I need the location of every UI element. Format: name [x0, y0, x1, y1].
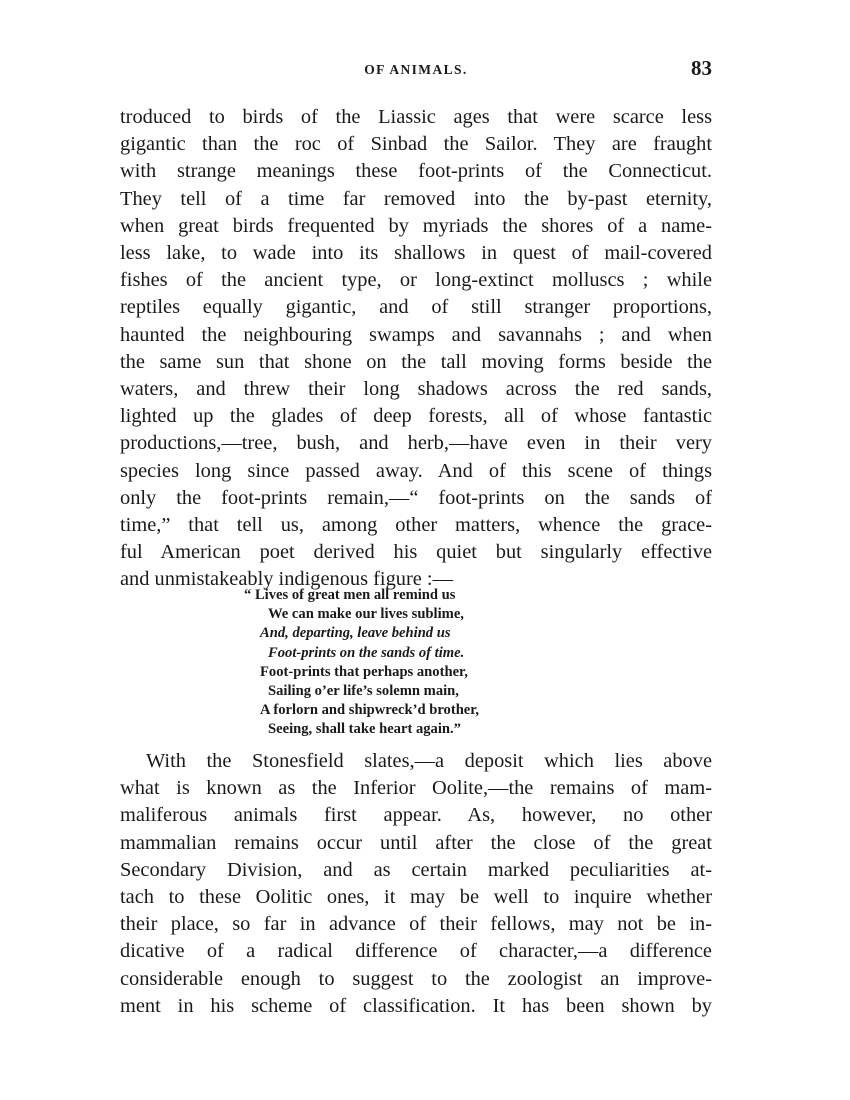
text-line: productions,—tree, bush, and herb,—have even in their very	[120, 432, 712, 455]
verse-line: “ Lives of great men all remind us	[244, 587, 456, 603]
text-line: considerable enough to suggest to the zoologist an improve-	[120, 967, 712, 990]
text-line: fishes of the ancient type, or long-extinct molluscs ; while	[120, 269, 712, 292]
text-line: haunted the neighbouring swamps and savannahs ; and when	[120, 323, 712, 346]
running-title: OF ANIMALS.	[364, 62, 468, 77]
verse-line: Foot-prints on the sands of time.	[268, 644, 465, 661]
text-line: their place, so far in advance of their fellows, may not be in-	[120, 913, 712, 936]
text-line: Secondary Division, and as certain marked peculiarities at-	[120, 858, 712, 881]
verse-line: Sailing o’er life’s solemn main,	[268, 683, 459, 700]
quoted-verse	[244, 586, 574, 740]
text-line: mammalian remains occur until after the close of the great	[120, 831, 712, 854]
text-line: with strange meanings these foot-prints of the Connecticut.	[120, 160, 712, 183]
running-head	[120, 56, 712, 86]
text-line: tach to these Oolitic ones, it may be well to inquire whether	[120, 886, 712, 909]
verse-line: A forlorn and shipwreck’d brother,	[260, 702, 480, 719]
text-line: gigantic than the roc of Sinbad the Sailor. They are fraught	[120, 133, 712, 156]
text-line: reptiles equally gigantic, and of still stranger proportions,	[120, 296, 712, 319]
text-line: when great birds frequented by myriads the shores of a name-	[120, 214, 712, 237]
text-line: With the Stonesfield slates,—a deposit which lies above	[146, 750, 712, 772]
text-line: only the foot-prints remain,—“ foot-prints on the sands of	[120, 486, 712, 509]
verse-line: Seeing, shall take heart again.”	[268, 721, 461, 738]
text-line: waters, and threw their long shadows across the red sands,	[120, 378, 712, 401]
text-line: dicative of a radical difference of character,—a difference	[120, 940, 712, 963]
paragraph-2	[120, 748, 712, 1020]
verse-line: We can make our lives sublime,	[268, 606, 464, 623]
text-line: the same sun that shone on the tall moving forms beside the	[120, 350, 712, 373]
text-line: They tell of a time far removed into the by-past eternity,	[120, 187, 712, 210]
text-line: ful American poet derived his quiet but singularly effective	[120, 541, 712, 564]
text-line: maliferous animals first appear. As, however, no other	[120, 804, 712, 827]
page-number: 83	[691, 56, 712, 80]
text-line: ment in his scheme of classification. It has been shown by	[120, 994, 712, 1017]
verse-line: Foot-prints that perhaps another,	[260, 663, 468, 680]
text-line: what is known as the Inferior Oolite,—the remains of mam-	[120, 777, 712, 800]
text-line: troduced to birds of the Liassic ages that were scarce less	[120, 106, 712, 128]
verse-line: And, departing, leave behind us	[260, 625, 451, 642]
text-line: and unmistakeably indigenous figure :—	[120, 568, 453, 591]
text-line: less lake, to wade into its shallows in quest of mail-covered	[120, 242, 712, 265]
paragraph-1	[120, 104, 712, 594]
text-line: lighted up the glades of deep forests, all of whose fantastic	[120, 405, 712, 428]
text-line: time,” that tell us, among other matters, whence the grace-	[120, 514, 712, 537]
text-line: species long since passed away. And of this scene of things	[120, 459, 712, 482]
